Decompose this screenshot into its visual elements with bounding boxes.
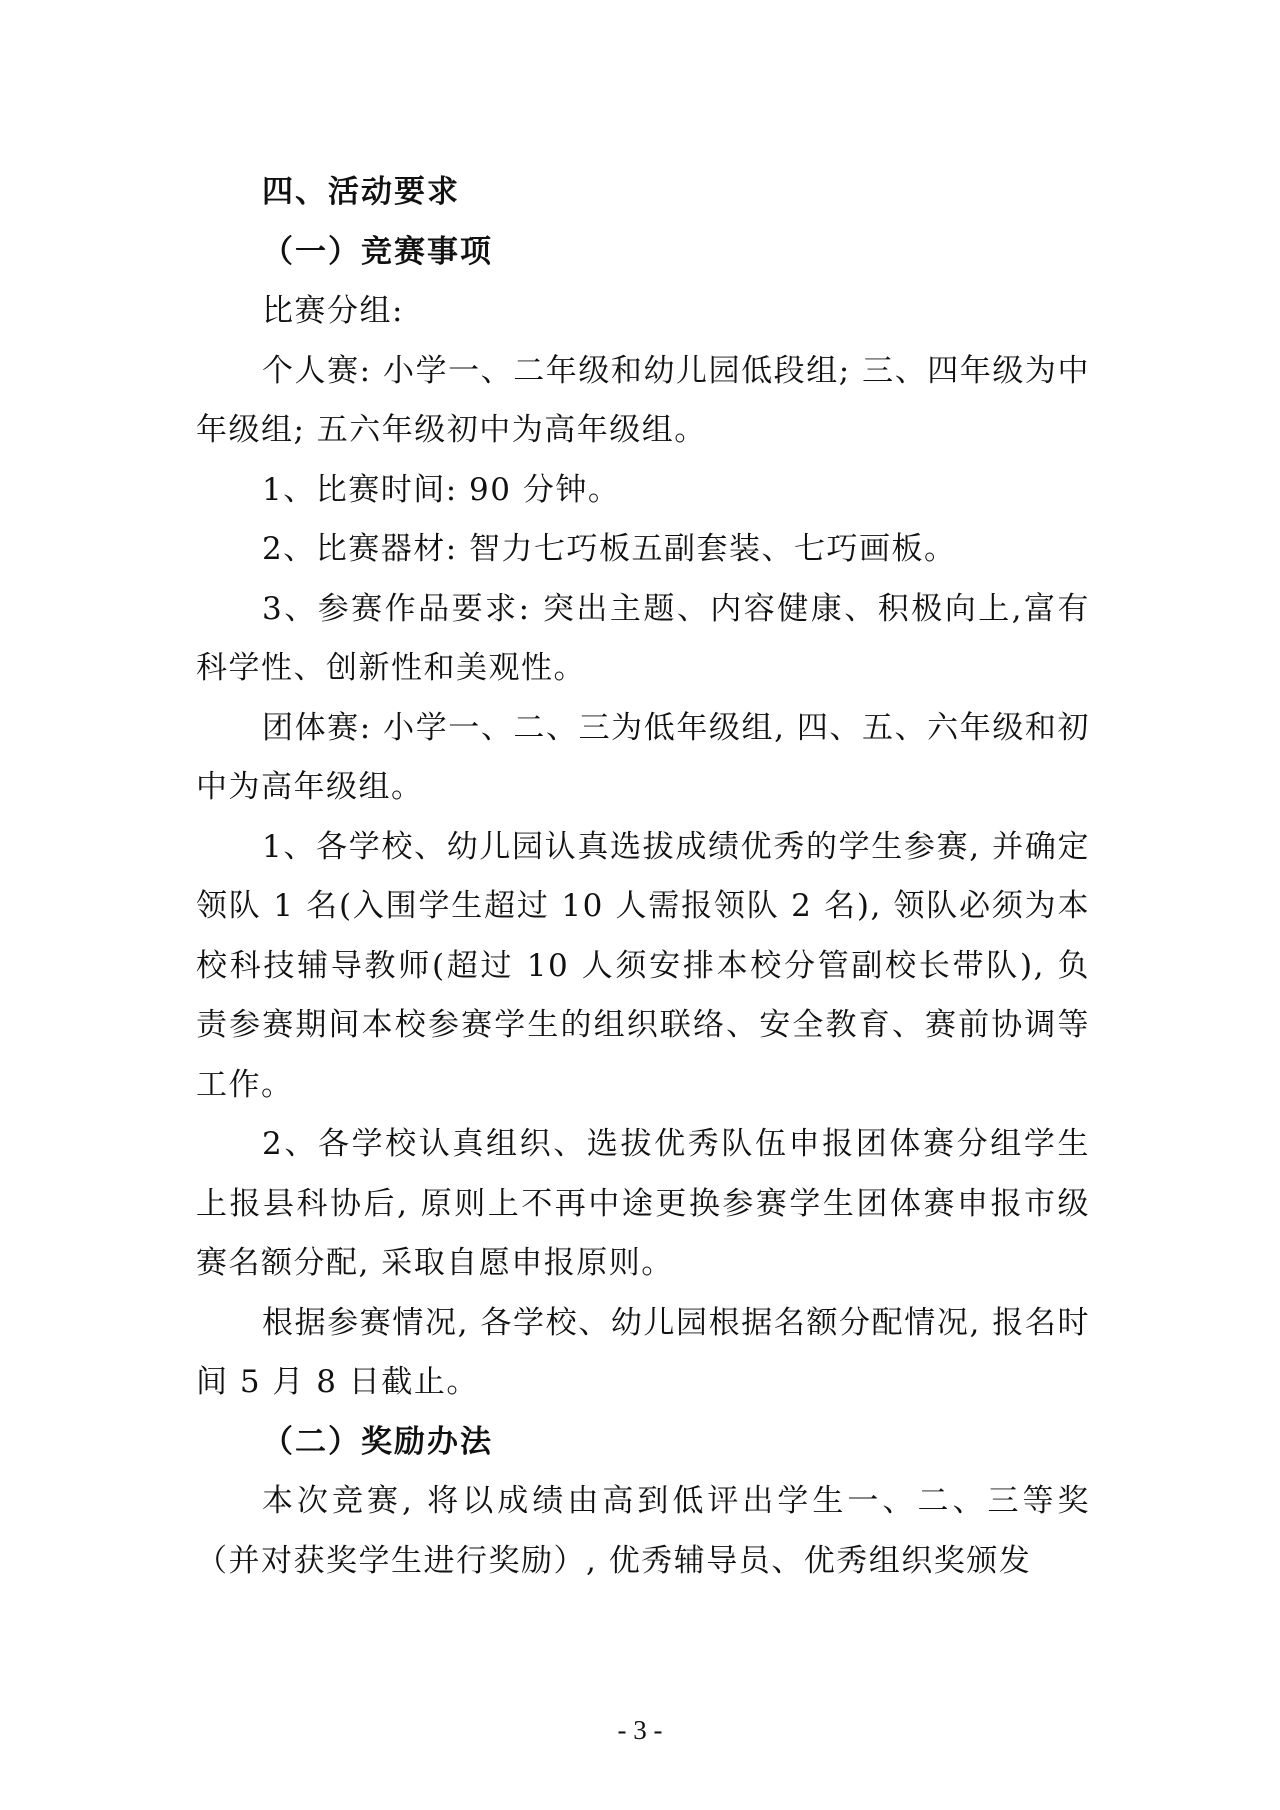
paragraph-competition-time: 1、比赛时间: 90 分钟。 bbox=[262, 471, 621, 508]
subsection-title-competition: （一）竞赛事项 bbox=[262, 233, 493, 270]
paragraph-competition-equipment: 2、比赛器材: 智力七巧板五副套装、七巧画板。 bbox=[262, 531, 957, 567]
paragraph-team-leader: 1、各学校、幼儿园认真选拔成绩优秀的学生参赛, 并确定领队 1 名(入围学生超过 10 人需报领队 2 名), 领队必须为本校科技辅导教师(超过 10 人须安排本校分管副校长带队), 负责参赛期间本校参赛学生的组织联络、安全教育、赛前协调等工作。 bbox=[196, 828, 1090, 1103]
paragraph-team-competition: 团体赛: 小学一、二、三为低年级组, 四、五、六年级和初中为高年级组。 bbox=[196, 709, 1090, 805]
section-title: 四、活动要求 bbox=[262, 174, 460, 210]
paragraph-group-label: 比赛分组: bbox=[262, 293, 404, 329]
paragraph-registration-deadline: 根据参赛情况, 各学校、幼儿园根据名额分配情况, 报名时间 5 月 8 日截止。 bbox=[196, 1304, 1090, 1400]
paragraph-individual-competition: 个人赛: 小学一、二年级和幼儿园低段组; 三、四年级为中年级组; 五六年级初中为高年级组。 bbox=[196, 352, 1090, 448]
document-body bbox=[196, 163, 1090, 1591]
subsection-title-awards: （二）奖励办法 bbox=[262, 1423, 493, 1460]
paragraph-work-requirements: 3、参赛作品要求: 突出主题、内容健康、积极向上,富有科学性、创新性和美观性。 bbox=[196, 590, 1090, 686]
page-number: - 3 - bbox=[617, 1715, 663, 1745]
paragraph-awards: 本次竞赛, 将以成绩由高到低评出学生一、二、三等奖（并对获奖学生进行奖励）, 优秀辅导员、优秀组织奖颁发 bbox=[196, 1483, 1090, 1579]
paragraph-team-selection: 2、各学校认真组织、选拔优秀队伍申报团体赛分组学生上报县科协后, 原则上不再中途更换参赛学生团体赛申报市级赛名额分配, 采取自愿申报原则。 bbox=[196, 1126, 1090, 1281]
